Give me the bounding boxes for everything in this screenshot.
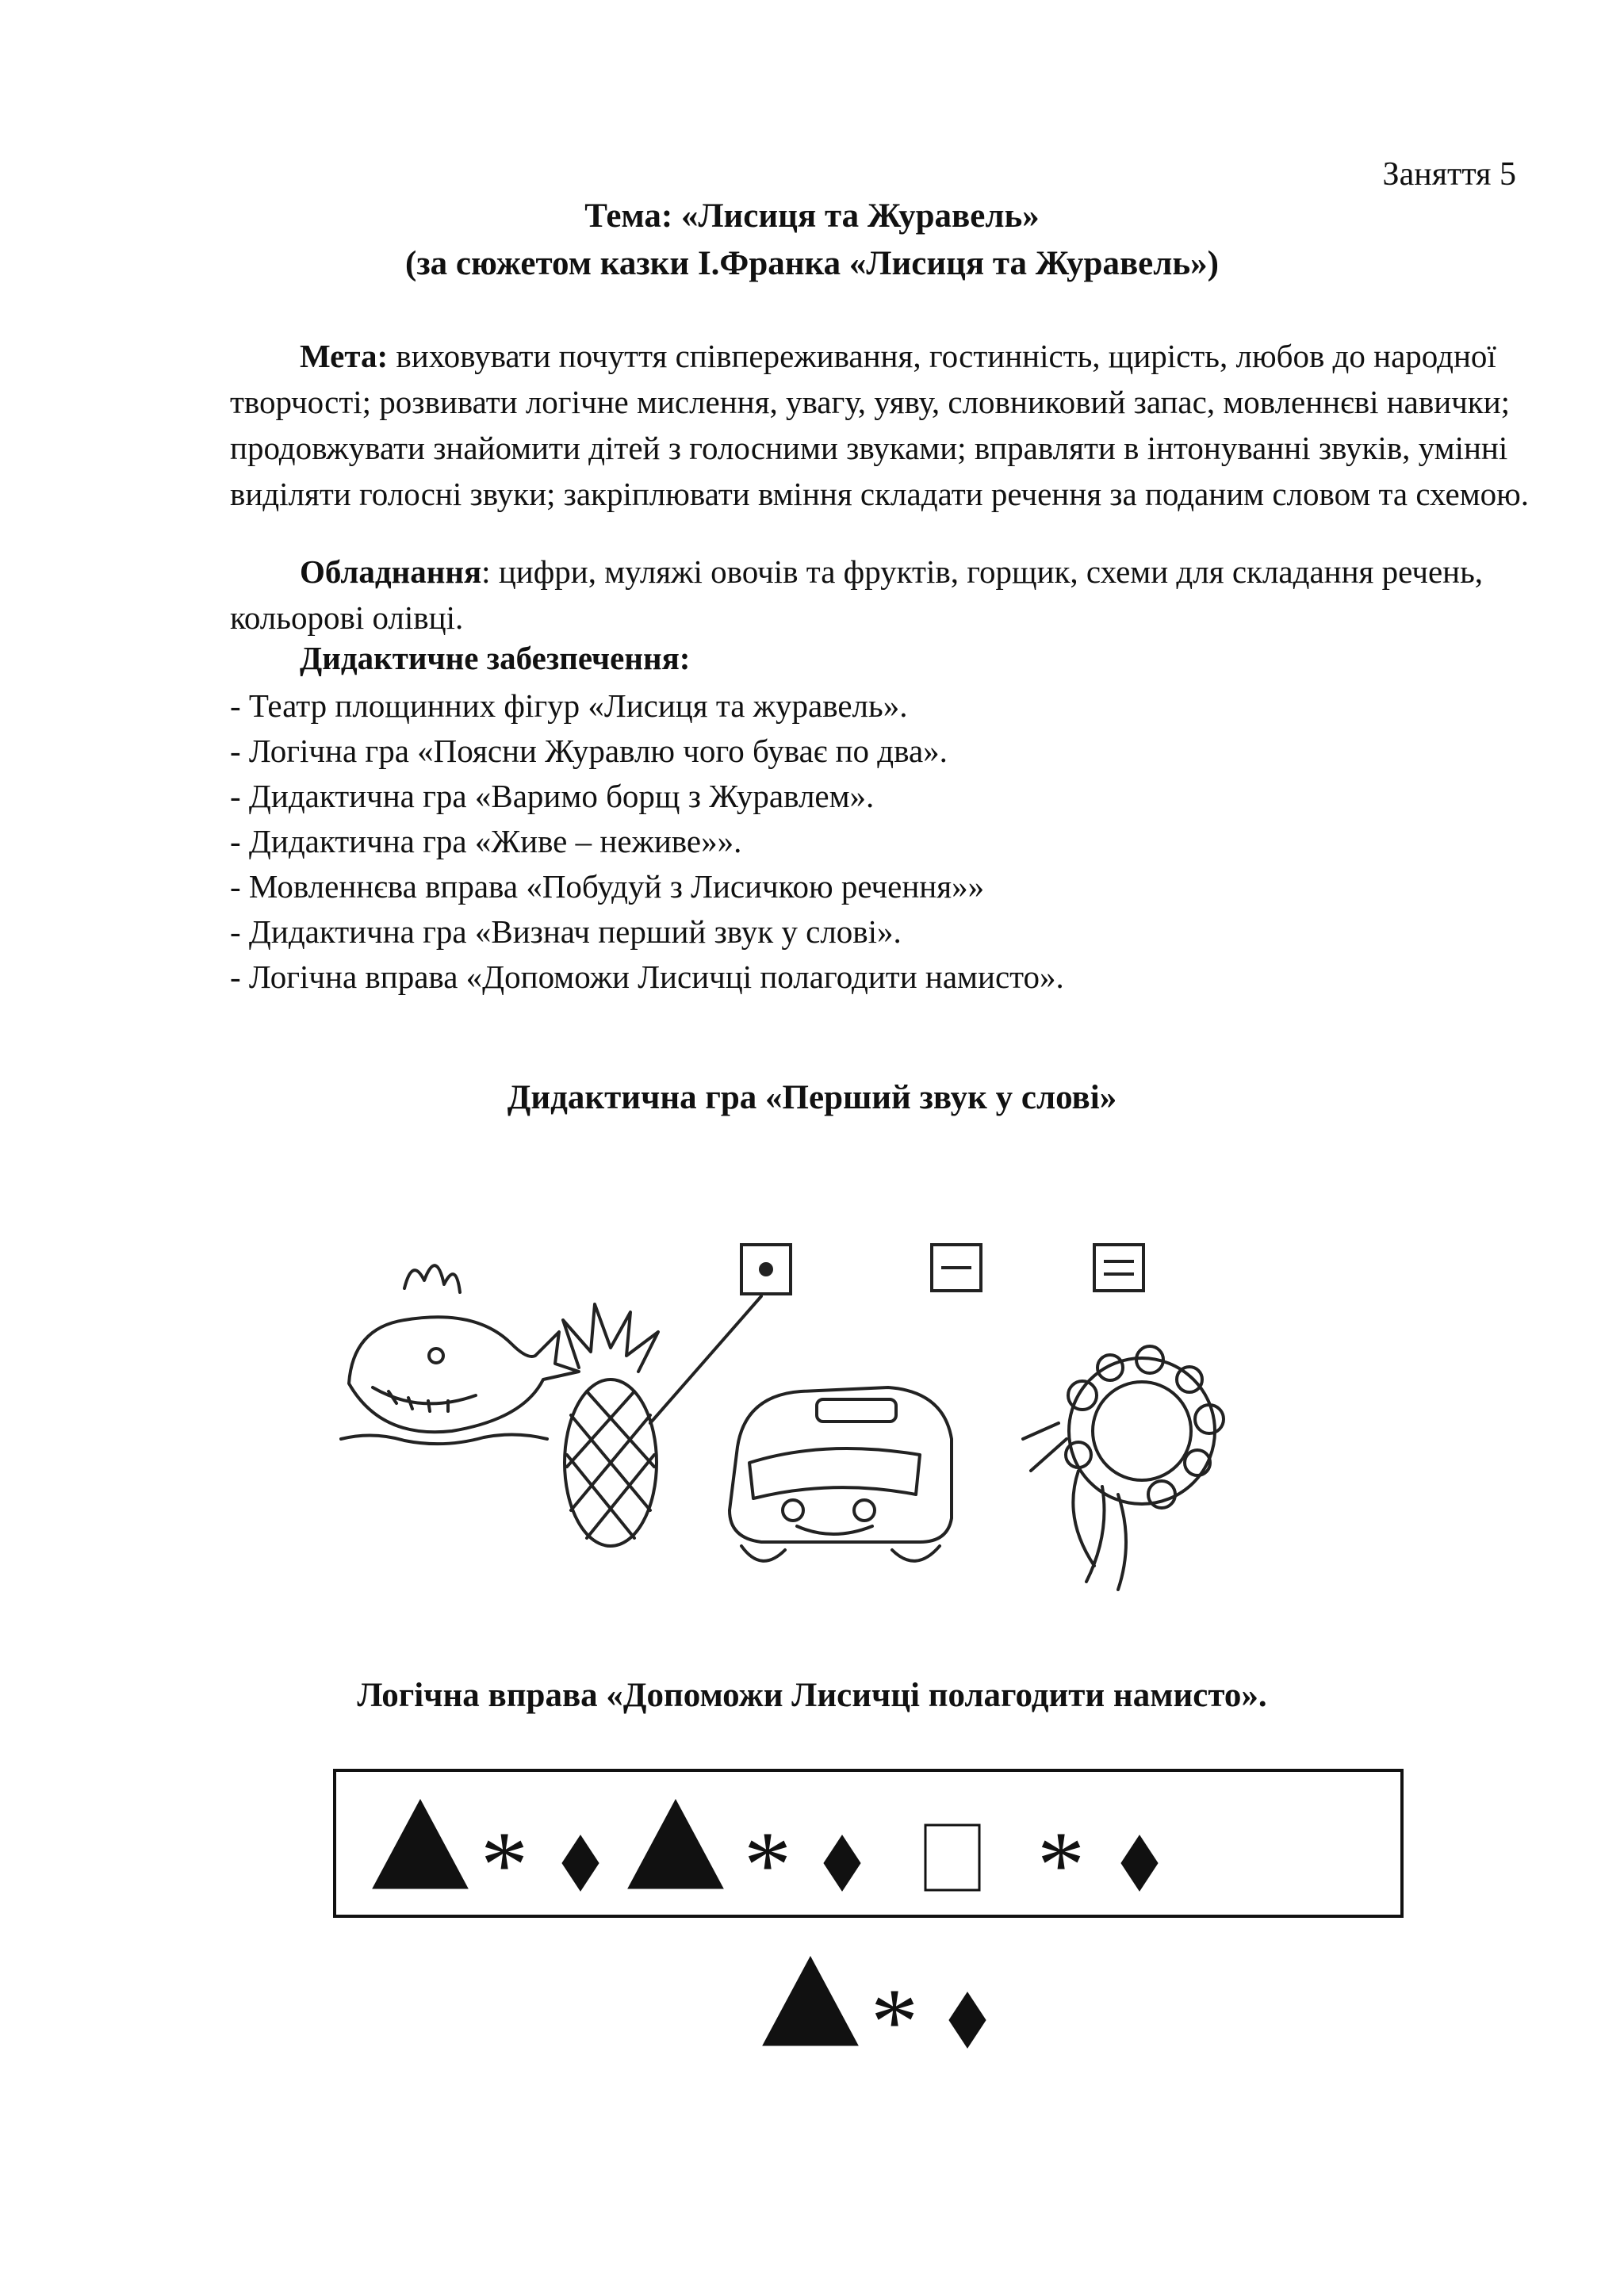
equipment-label: Обладнання — [300, 553, 482, 590]
goal-text: виховувати почуття співпереживання, гостинність, щирість, любов до народної творчості; розвивати логічне мислення, увагу, уяву, словниковий запас, мовленнєві навички; продовжувати знайомити дітей з голосними звуками; вправляти в інтонуванні звуків, умінні виділяти голосні звуки; закріплювати вміння складати речення за поданим словом та схемою. — [230, 338, 1530, 512]
asterisk-bead: * — [744, 1812, 791, 1917]
triangle-bead — [628, 1800, 723, 1888]
asterisk-option: * — [871, 1969, 918, 2074]
triangle-option — [763, 1957, 858, 2045]
diamond-option — [949, 1992, 986, 2048]
list-item: - Логічна гра «Поясни Журавлю чого буває по два». — [230, 729, 1064, 774]
triangle-bead — [373, 1800, 468, 1888]
diamond-bead — [824, 1835, 860, 1891]
list-item: - Логічна вправа «Допоможи Лисичці полагодити намисто». — [230, 955, 1064, 1000]
didactic-heading: Дидактичне забезпечення: — [300, 640, 691, 676]
diamond-bead — [562, 1835, 599, 1891]
necklace-exercise-title: Логічна вправа «Допоможи Лисичці полагодити намисто». — [357, 1677, 1267, 1714]
list-item: - Дидактична гра «Живе – неживе»». — [230, 819, 1064, 864]
empty-square-bead — [925, 1825, 979, 1890]
list-item: - Дидактична гра «Варимо борщ з Журавлем». — [230, 774, 1064, 819]
asterisk-bead: * — [1037, 1812, 1085, 1917]
list-item: - Дидактична гра «Визнач перший звук у слові». — [230, 909, 1064, 955]
diamond-bead — [1121, 1835, 1158, 1891]
topic-title: Тема: «Лисиця та Журавель» — [584, 197, 1040, 235]
first-sound-game-title: Дидактична гра «Перший звук у слові» — [507, 1079, 1117, 1116]
list-item: - Мовленнєва вправа «Побудуй з Лисичкою речення»» — [230, 864, 1064, 909]
lesson-number: Заняття 5 — [1382, 156, 1516, 193]
asterisk-bead: * — [481, 1812, 528, 1917]
topic-subtitle: (за сюжетом казки І.Франка «Лисиця та Журавель») — [405, 245, 1219, 282]
goal-label: Мета: — [300, 338, 389, 374]
list-item: - Театр площинних фігур «Лисиця та журавель». — [230, 683, 1064, 729]
equipment-text: : цифри, муляжі овочів та фруктів, горщик, схеми для складання речень, кольорові олівці. — [230, 553, 1484, 636]
